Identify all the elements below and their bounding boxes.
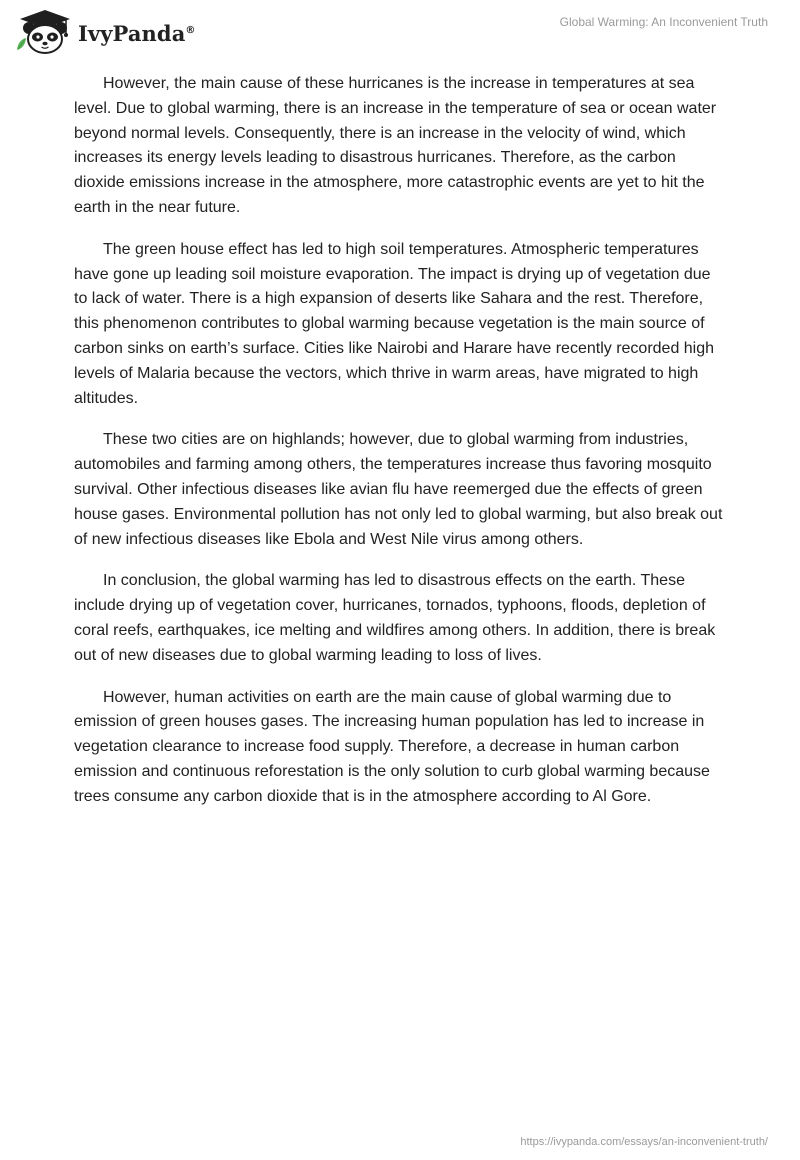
paragraph: However, human activities on earth are the main cause of global warming due to emission of green houses gases. The increasing human population has led to increase in vegetation clearance to increase food supply. Therefore, a decrease in human carbon emission and continuous reforestation is the only solution to curb global warming because trees consume any carbon dioxide that is in the atmosphere according to Al Gore. [74, 688, 710, 805]
source-url[interactable]: https://ivypanda.com/essays/an-inconvenient-truth/ [520, 1136, 768, 1148]
essay-body [74, 72, 724, 827]
brand-name: IvyPanda® [78, 20, 196, 46]
paragraph: In conclusion, the global warming has led to disastrous effects on the earth. These include drying up of vegetation cover, hurricanes, tornados, typhoons, floods, depletion of coral reefs, earthquakes, ice melting and wildfires among others. In addition, there is break out of new diseases due to global warming leading to loss of lives. [74, 572, 716, 664]
paragraph: However, the main cause of these hurricanes is the increase in temperatures at sea level. Due to global warming, there is an increase in the temperature of sea or ocean water beyond normal levels. Consequently, there is an increase in the velocity of wind, which increases its energy levels leading to disastrous hurricanes. Therefore, as the carbon dioxide emissions increase in the atmosphere, more catastrophic events are yet to hit the earth in the near future. [74, 75, 717, 216]
registered-mark: ® [185, 24, 196, 36]
paragraph: These two cities are on highlands; however, due to global warming from industries, automobiles and farming among others, the temperatures increase thus favoring mosquito survival. Other infectious diseases like avian flu have reemerged due the effects of green house gases. Environmental pollution has not only led to global warming, but also break out of new infectious diseases like Ebola and West Nile virus among others. [74, 431, 723, 548]
document-title: Global Warming: An Inconvenient Truth [559, 15, 768, 29]
brand-logo[interactable] [14, 8, 196, 56]
paragraph: The green house effect has led to high soil temperatures. Atmospheric temperatures have gone up leading soil moisture evaporation. The impact is drying up of vegetation due to lack of water. There is a high expansion of deserts like Sahara and the rest. Therefore, this phenomenon contributes to global warming because vegetation is the main source of carbon sinks on earth’s surface. Cities like Nairobi and Harare have recently recorded high levels of Malaria because the vectors, which thrive in warm areas, have migrated to high altitudes. [74, 240, 715, 407]
page-header [0, 0, 800, 70]
panda-graduation-cap-icon [14, 8, 76, 56]
